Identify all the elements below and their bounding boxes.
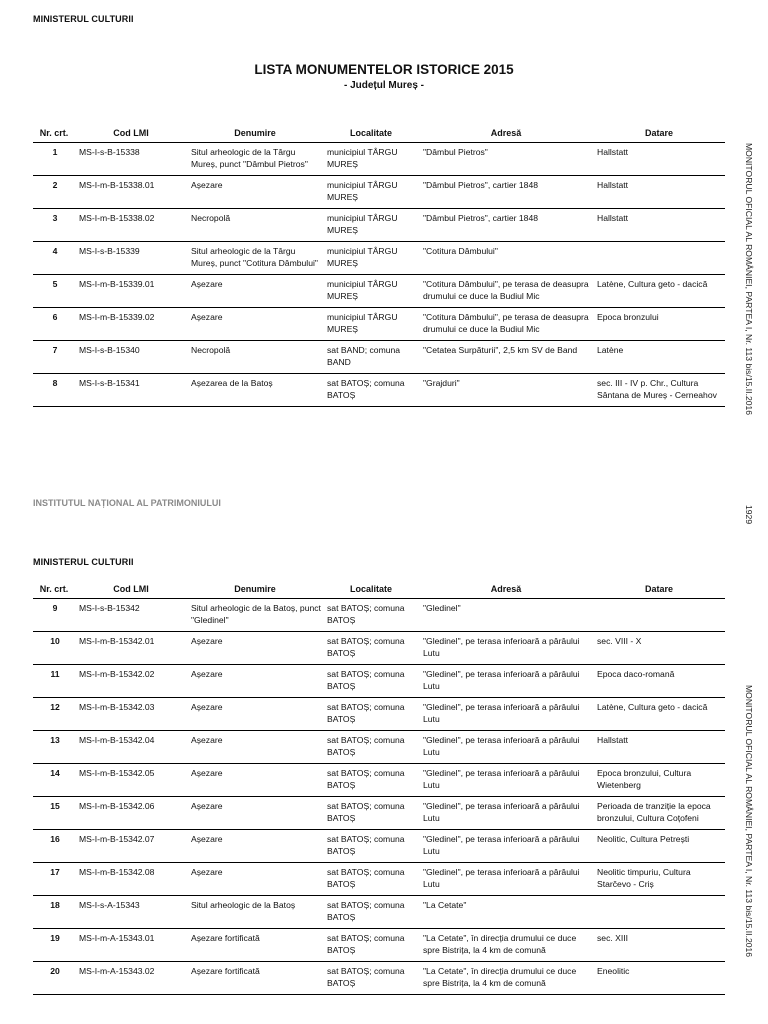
table-row (33, 730, 725, 763)
cell-adresa: "Gledinel", pe terasa inferioară a pârâului Lutu (423, 800, 580, 823)
page-title: LISTA MONUMENTELOR ISTORICE 2015 (254, 62, 514, 77)
cell-localitate: sat BATOȘ; comuna BATOȘ (327, 899, 405, 922)
monuments-table-1 (33, 124, 725, 407)
cell-adresa: "Dâmbul Pietros", cartier 1848 (423, 179, 539, 190)
cell-adresa: "La Cetate" (423, 899, 467, 910)
monuments-table-2 (33, 580, 725, 995)
cell-denumire: Situl arheologic de la Batoș (191, 899, 296, 910)
cell-nr: 19 (50, 932, 60, 943)
col-header-cod: Cod LMI (113, 127, 149, 138)
col-header-denumire: Denumire (234, 583, 276, 594)
cell-nr: 14 (50, 767, 60, 778)
cell-datare: sec. VIII - X (597, 635, 642, 646)
cell-adresa: "La Cetate", în direcția drumului ce duce spre Bistrița, la 4 km de comună (423, 932, 577, 955)
cell-nr: 6 (52, 311, 58, 322)
cell-cod-lmi: MS-I-m-B-15342.06 (79, 800, 155, 811)
cell-cod-lmi: MS-I-m-A-15343.02 (79, 965, 155, 976)
cell-datare: Latène, Cultura geto - dacică (597, 278, 708, 289)
cell-adresa: "Gledinel" (423, 602, 461, 613)
ministry-header-2: MINISTERUL CULTURII (33, 557, 134, 567)
cell-datare: sec. III - IV p. Chr., Cultura Sântana de Mureș - Cerneahov (597, 377, 717, 400)
cell-datare: Perioada de tranziție la epoca bronzului, Cultura Coțofeni (597, 800, 711, 823)
cell-nr: 18 (50, 899, 60, 910)
cell-datare (593, 598, 725, 631)
page-subtitle: - Județul Mureș - (343, 80, 424, 91)
cell-cod-lmi: MS-I-m-B-15342.05 (79, 767, 155, 778)
cell-adresa: "Cotitura Dâmbului", pe terasa de deasupra drumului ce duce la Budiul Mic (423, 278, 589, 301)
cell-datare: sec. XIII (597, 932, 629, 943)
ministry-header: MINISTERUL CULTURII (33, 14, 134, 24)
cell-denumire: Așezare (191, 800, 223, 811)
cell-denumire: Necropolă (191, 212, 231, 223)
table-row (33, 241, 725, 274)
cell-localitate: sat BATOȘ; comuna BATOȘ (327, 701, 405, 724)
cell-adresa: "Cotitura Dâmbului" (423, 245, 498, 256)
cell-adresa: "Dâmbul Pietros", cartier 1848 (423, 212, 539, 223)
cell-cod-lmi: MS-I-m-B-15339.01 (79, 278, 155, 289)
cell-denumire: Situl arheologic de la Târgu Mureș, punct "Cotitura Dâmbului" (191, 245, 318, 268)
cell-datare: Neolitic timpuriu, Cultura Starčevo - Criș (597, 866, 691, 889)
cell-localitate: sat BATOȘ; comuna BATOȘ (327, 767, 405, 790)
cell-nr: 1 (52, 146, 58, 157)
cell-cod-lmi: MS-I-m-B-15342.08 (79, 866, 155, 877)
cell-datare: Hallstatt (597, 146, 629, 157)
cell-datare (593, 241, 725, 274)
cell-denumire: Situl arheologic de la Târgu Mureș, punct "Dâmbul Pietros" (191, 146, 308, 169)
cell-denumire: Situl arheologic de la Batoș, punct "Gledinel" (191, 602, 321, 625)
cell-localitate: municipiul TÂRGU MUREȘ (327, 278, 398, 301)
cell-cod-lmi: MS-I-m-B-15342.01 (79, 635, 155, 646)
cell-adresa: "Gledinel", pe terasa inferioară a pârâului Lutu (423, 767, 580, 790)
gazette-reference-2: MONITORUL OFICIAL AL ROMÂNIEI, PARTEA I, Nr. 113 bis/15.II.2016 (744, 685, 754, 958)
cell-denumire: Așezare (191, 668, 223, 679)
table-row (33, 274, 725, 307)
cell-datare: Epoca bronzului (597, 311, 659, 322)
cell-cod-lmi: MS-I-s-A-15343 (79, 899, 140, 910)
page-number: 1929 (744, 505, 754, 525)
cell-datare: Hallstatt (597, 179, 629, 190)
col-header-adresa: Adresă (490, 127, 522, 138)
cell-nr: 20 (50, 965, 60, 976)
cell-datare: Latène (597, 344, 624, 355)
cell-localitate: sat BATOȘ; comuna BATOȘ (327, 734, 405, 757)
col-header-localitate: Localitate (349, 127, 392, 138)
cell-adresa: "Gledinel", pe terasa inferioară a pârâului Lutu (423, 833, 580, 856)
table-row (33, 373, 725, 406)
gazette-reference-1: MONITORUL OFICIAL AL ROMÂNIEI, PARTEA I, Nr. 113 bis/15.II.2016 (744, 143, 754, 416)
cell-denumire: Așezare (191, 866, 223, 877)
table-row (33, 340, 725, 373)
table-row (33, 961, 725, 994)
cell-datare: Neolitic, Cultura Petrești (597, 833, 690, 844)
cell-cod-lmi: MS-I-s-B-15342 (79, 602, 140, 613)
cell-localitate: sat BATOȘ; comuna BATOȘ (327, 800, 405, 823)
cell-cod-lmi: MS-I-m-B-15338.01 (79, 179, 155, 190)
cell-adresa: "Gledinel", pe terasa inferioară a pârâului Lutu (423, 701, 580, 724)
cell-cod-lmi: MS-I-m-B-15342.04 (79, 734, 155, 745)
cell-localitate: sat BATOȘ; comuna BATOȘ (327, 965, 405, 988)
col-header-denumire: Denumire (234, 127, 276, 138)
cell-denumire: Așezare (191, 179, 223, 190)
col-header-datare: Datare (644, 583, 673, 594)
cell-nr: 4 (52, 245, 58, 256)
table-row (33, 598, 725, 631)
cell-cod-lmi: MS-I-m-B-15338.02 (79, 212, 155, 223)
cell-nr: 8 (52, 377, 58, 388)
table-row (33, 763, 725, 796)
cell-localitate: municipiul TÂRGU MUREȘ (327, 311, 398, 334)
table-row (33, 796, 725, 829)
table-row (33, 631, 725, 664)
cell-localitate: municipiul TÂRGU MUREȘ (327, 212, 398, 235)
cell-adresa: "Dâmbul Pietros" (423, 146, 488, 157)
table-row (33, 928, 725, 961)
cell-localitate: sat BATOȘ; comuna BATOȘ (327, 866, 405, 889)
cell-adresa: "Cotitura Dâmbului", pe terasa de deasupra drumului ce duce la Budiul Mic (423, 311, 589, 334)
cell-denumire: Așezare (191, 278, 223, 289)
cell-cod-lmi: MS-I-m-B-15342.02 (79, 668, 155, 679)
col-header-datare: Datare (644, 127, 673, 138)
cell-nr: 17 (50, 866, 60, 877)
table-header-row (33, 124, 725, 142)
cell-nr: 7 (52, 344, 58, 355)
table-row (33, 862, 725, 895)
table-row (33, 829, 725, 862)
cell-nr: 3 (52, 212, 58, 223)
cell-nr: 5 (52, 278, 58, 289)
cell-localitate: sat BATOȘ; comuna BATOȘ (327, 635, 405, 658)
cell-nr: 13 (50, 734, 60, 745)
cell-datare (593, 895, 725, 928)
cell-datare: Epoca daco-romană (597, 668, 675, 679)
col-header-nr: Nr. crt. (39, 583, 69, 594)
table-row (33, 142, 725, 175)
table-row (33, 175, 725, 208)
cell-cod-lmi: MS-I-s-B-15341 (79, 377, 140, 388)
cell-cod-lmi: MS-I-s-B-15340 (79, 344, 140, 355)
cell-localitate: sat BATOȘ; comuna BATOȘ (327, 668, 405, 691)
cell-localitate: sat BATOȘ; comuna BATOȘ (327, 833, 405, 856)
cell-nr: 10 (50, 635, 60, 646)
col-header-localitate: Localitate (349, 583, 392, 594)
col-header-cod: Cod LMI (113, 583, 149, 594)
cell-denumire: Așezare (191, 311, 223, 322)
table-row (33, 697, 725, 730)
cell-denumire: Așezarea de la Batoș (191, 377, 273, 388)
table-row (33, 307, 725, 340)
cell-localitate: sat BATOȘ; comuna BATOȘ (327, 602, 405, 625)
cell-adresa: "Gledinel", pe terasa inferioară a pârâului Lutu (423, 866, 580, 889)
cell-adresa: "Gledinel", pe terasa inferioară a pârâului Lutu (423, 668, 580, 691)
cell-adresa: "Gledinel", pe terasa inferioară a pârâului Lutu (423, 734, 580, 757)
table-header-row (33, 580, 725, 598)
cell-localitate: municipiul TÂRGU MUREȘ (327, 179, 398, 202)
cell-nr: 16 (50, 833, 60, 844)
cell-localitate: sat BAND; comuna BAND (327, 344, 401, 367)
cell-datare: Latène, Cultura geto - dacică (597, 701, 708, 712)
table-row (33, 895, 725, 928)
cell-denumire: Așezare (191, 701, 223, 712)
cell-adresa: "Cetatea Surpăturii", 2,5 km SV de Band (423, 344, 578, 355)
cell-datare: Hallstatt (597, 212, 629, 223)
institute-footer: INSTITUTUL NAȚIONAL AL PATRIMONIULUI (33, 498, 221, 508)
cell-nr: 12 (50, 701, 60, 712)
col-header-adresa: Adresă (490, 583, 522, 594)
cell-denumire: Așezare fortificată (191, 932, 260, 943)
cell-denumire: Așezare (191, 734, 223, 745)
table-row (33, 208, 725, 241)
cell-datare: Epoca bronzului, Cultura Wietenberg (597, 767, 692, 790)
cell-denumire: Necropolă (191, 344, 231, 355)
cell-cod-lmi: MS-I-m-A-15343.01 (79, 932, 155, 943)
cell-adresa: "Grajduri" (423, 377, 460, 388)
cell-adresa: "La Cetate", în direcția drumului ce duce spre Bistrița, la 4 km de comună (423, 965, 577, 988)
cell-nr: 15 (50, 800, 60, 811)
cell-cod-lmi: MS-I-m-B-15342.03 (79, 701, 155, 712)
cell-nr: 11 (50, 668, 60, 679)
cell-cod-lmi: MS-I-s-B-15339 (79, 245, 140, 256)
cell-adresa: "Gledinel", pe terasa inferioară a pârâului Lutu (423, 635, 580, 658)
cell-datare: Hallstatt (597, 734, 629, 745)
cell-localitate: sat BATOȘ; comuna BATOȘ (327, 932, 405, 955)
cell-cod-lmi: MS-I-m-B-15339.02 (79, 311, 155, 322)
cell-cod-lmi: MS-I-m-B-15342.07 (79, 833, 155, 844)
col-header-nr: Nr. crt. (39, 127, 69, 138)
table-row (33, 664, 725, 697)
cell-localitate: municipiul TÂRGU MUREȘ (327, 245, 398, 268)
cell-localitate: municipiul TÂRGU MUREȘ (327, 146, 398, 169)
cell-cod-lmi: MS-I-s-B-15338 (79, 146, 140, 157)
cell-datare: Eneolitic (597, 965, 630, 976)
cell-localitate: sat BATOȘ; comuna BATOȘ (327, 377, 405, 400)
cell-denumire: Așezare fortificată (191, 965, 260, 976)
cell-nr: 2 (52, 179, 58, 190)
cell-nr: 9 (52, 602, 58, 613)
cell-denumire: Așezare (191, 635, 223, 646)
cell-denumire: Așezare (191, 767, 223, 778)
cell-denumire: Așezare (191, 833, 223, 844)
